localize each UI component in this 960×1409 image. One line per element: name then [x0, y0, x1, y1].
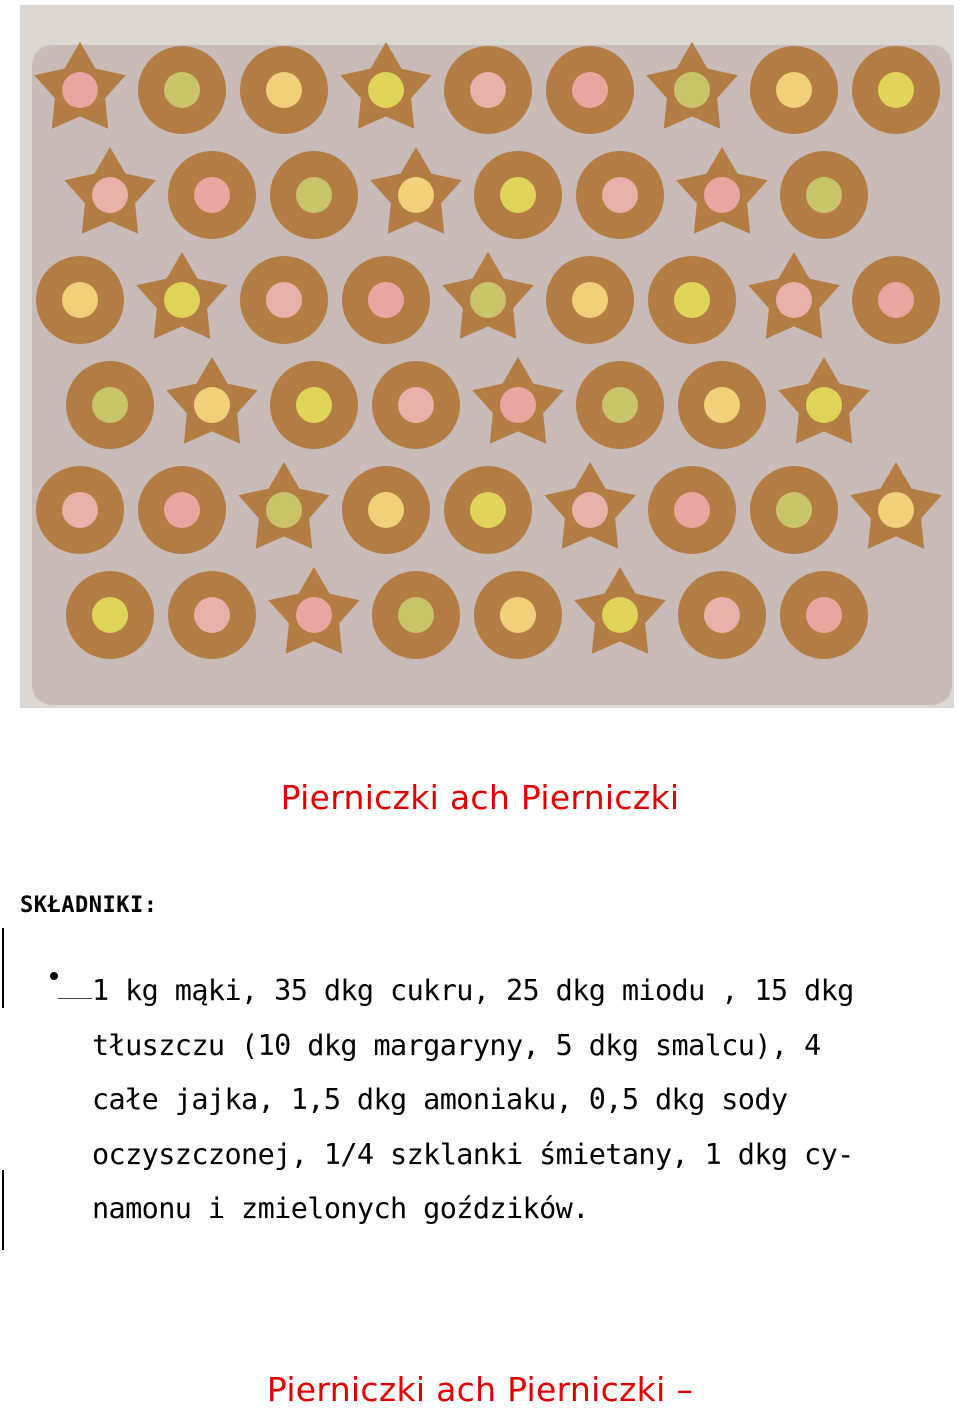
- cookie-glaze: [398, 177, 434, 213]
- cookie-glaze: [266, 492, 302, 528]
- bullet-icon: [50, 972, 58, 980]
- cookie-glaze: [92, 597, 128, 633]
- ingredients-heading: SKŁADNIKI:: [20, 893, 158, 918]
- margin-rule: [2, 1170, 4, 1250]
- bullet-underline: [58, 998, 92, 999]
- cookie-glaze: [776, 492, 812, 528]
- cookie-glaze: [704, 597, 740, 633]
- cookie-glaze: [194, 597, 230, 633]
- cookie-glaze: [62, 72, 98, 108]
- cookie-glaze: [296, 177, 332, 213]
- cookie-glaze: [500, 387, 536, 423]
- cookie-glaze: [92, 177, 128, 213]
- cookie-glaze: [878, 72, 914, 108]
- cookie-glaze: [92, 387, 128, 423]
- cookie-glaze: [806, 387, 842, 423]
- cookies-photo: [20, 5, 954, 708]
- cookie-glaze: [602, 597, 638, 633]
- cookie-glaze: [470, 282, 506, 318]
- recipe-title: Pierniczki ach Pierniczki: [280, 778, 680, 817]
- cookie-glaze: [296, 597, 332, 633]
- cookie-glaze: [806, 177, 842, 213]
- cookie-glaze: [572, 282, 608, 318]
- cookie-glaze: [704, 177, 740, 213]
- cookie-glaze: [164, 492, 200, 528]
- cookie-glaze: [194, 387, 230, 423]
- cookie-glaze: [500, 597, 536, 633]
- cookie-glaze: [776, 72, 812, 108]
- cookie-glaze: [572, 72, 608, 108]
- cookie-glaze: [674, 72, 710, 108]
- cookie-glaze: [602, 177, 638, 213]
- cookie-glaze: [500, 177, 536, 213]
- cookie-glaze: [164, 282, 200, 318]
- cookie-glaze: [470, 72, 506, 108]
- cookie-glaze: [62, 492, 98, 528]
- cookie-glaze: [704, 387, 740, 423]
- cookie-glaze: [398, 387, 434, 423]
- footer-title: Pierniczki ach Pierniczki –: [266, 1370, 694, 1409]
- cookie-glaze: [806, 597, 842, 633]
- cookie-glaze: [266, 282, 302, 318]
- cookie-glaze: [602, 387, 638, 423]
- cookie-glaze: [164, 72, 200, 108]
- cookie-glaze: [572, 492, 608, 528]
- cookie-glaze: [878, 492, 914, 528]
- cookie-glaze: [266, 72, 302, 108]
- cookie-glaze: [878, 282, 914, 318]
- cookie-glaze: [674, 282, 710, 318]
- cookie-glaze: [398, 597, 434, 633]
- cookie-glaze: [296, 387, 332, 423]
- cookie-glaze: [368, 492, 404, 528]
- cookie-glaze: [194, 177, 230, 213]
- cookie-glaze: [470, 492, 506, 528]
- cookie-glaze: [368, 72, 404, 108]
- cookie-glaze: [368, 282, 404, 318]
- ingredients-list: 1 kg mąki, 35 dkg cukru, 25 dkg miodu , 15 dkg tłuszczu (10 dkg margaryny, 5 dkg smalcu), 4 całe jajka, 1,5 dkg amoniaku, 0,5 dkg sody oczyszczonej, 1/4 szklanki śmietany, 1 dkg cy- namonu i zmielonych goździków.: [92, 974, 854, 1225]
- cookie-glaze: [62, 282, 98, 318]
- margin-rule: [2, 928, 4, 1008]
- cookie-glaze: [674, 492, 710, 528]
- cookie-glaze: [776, 282, 812, 318]
